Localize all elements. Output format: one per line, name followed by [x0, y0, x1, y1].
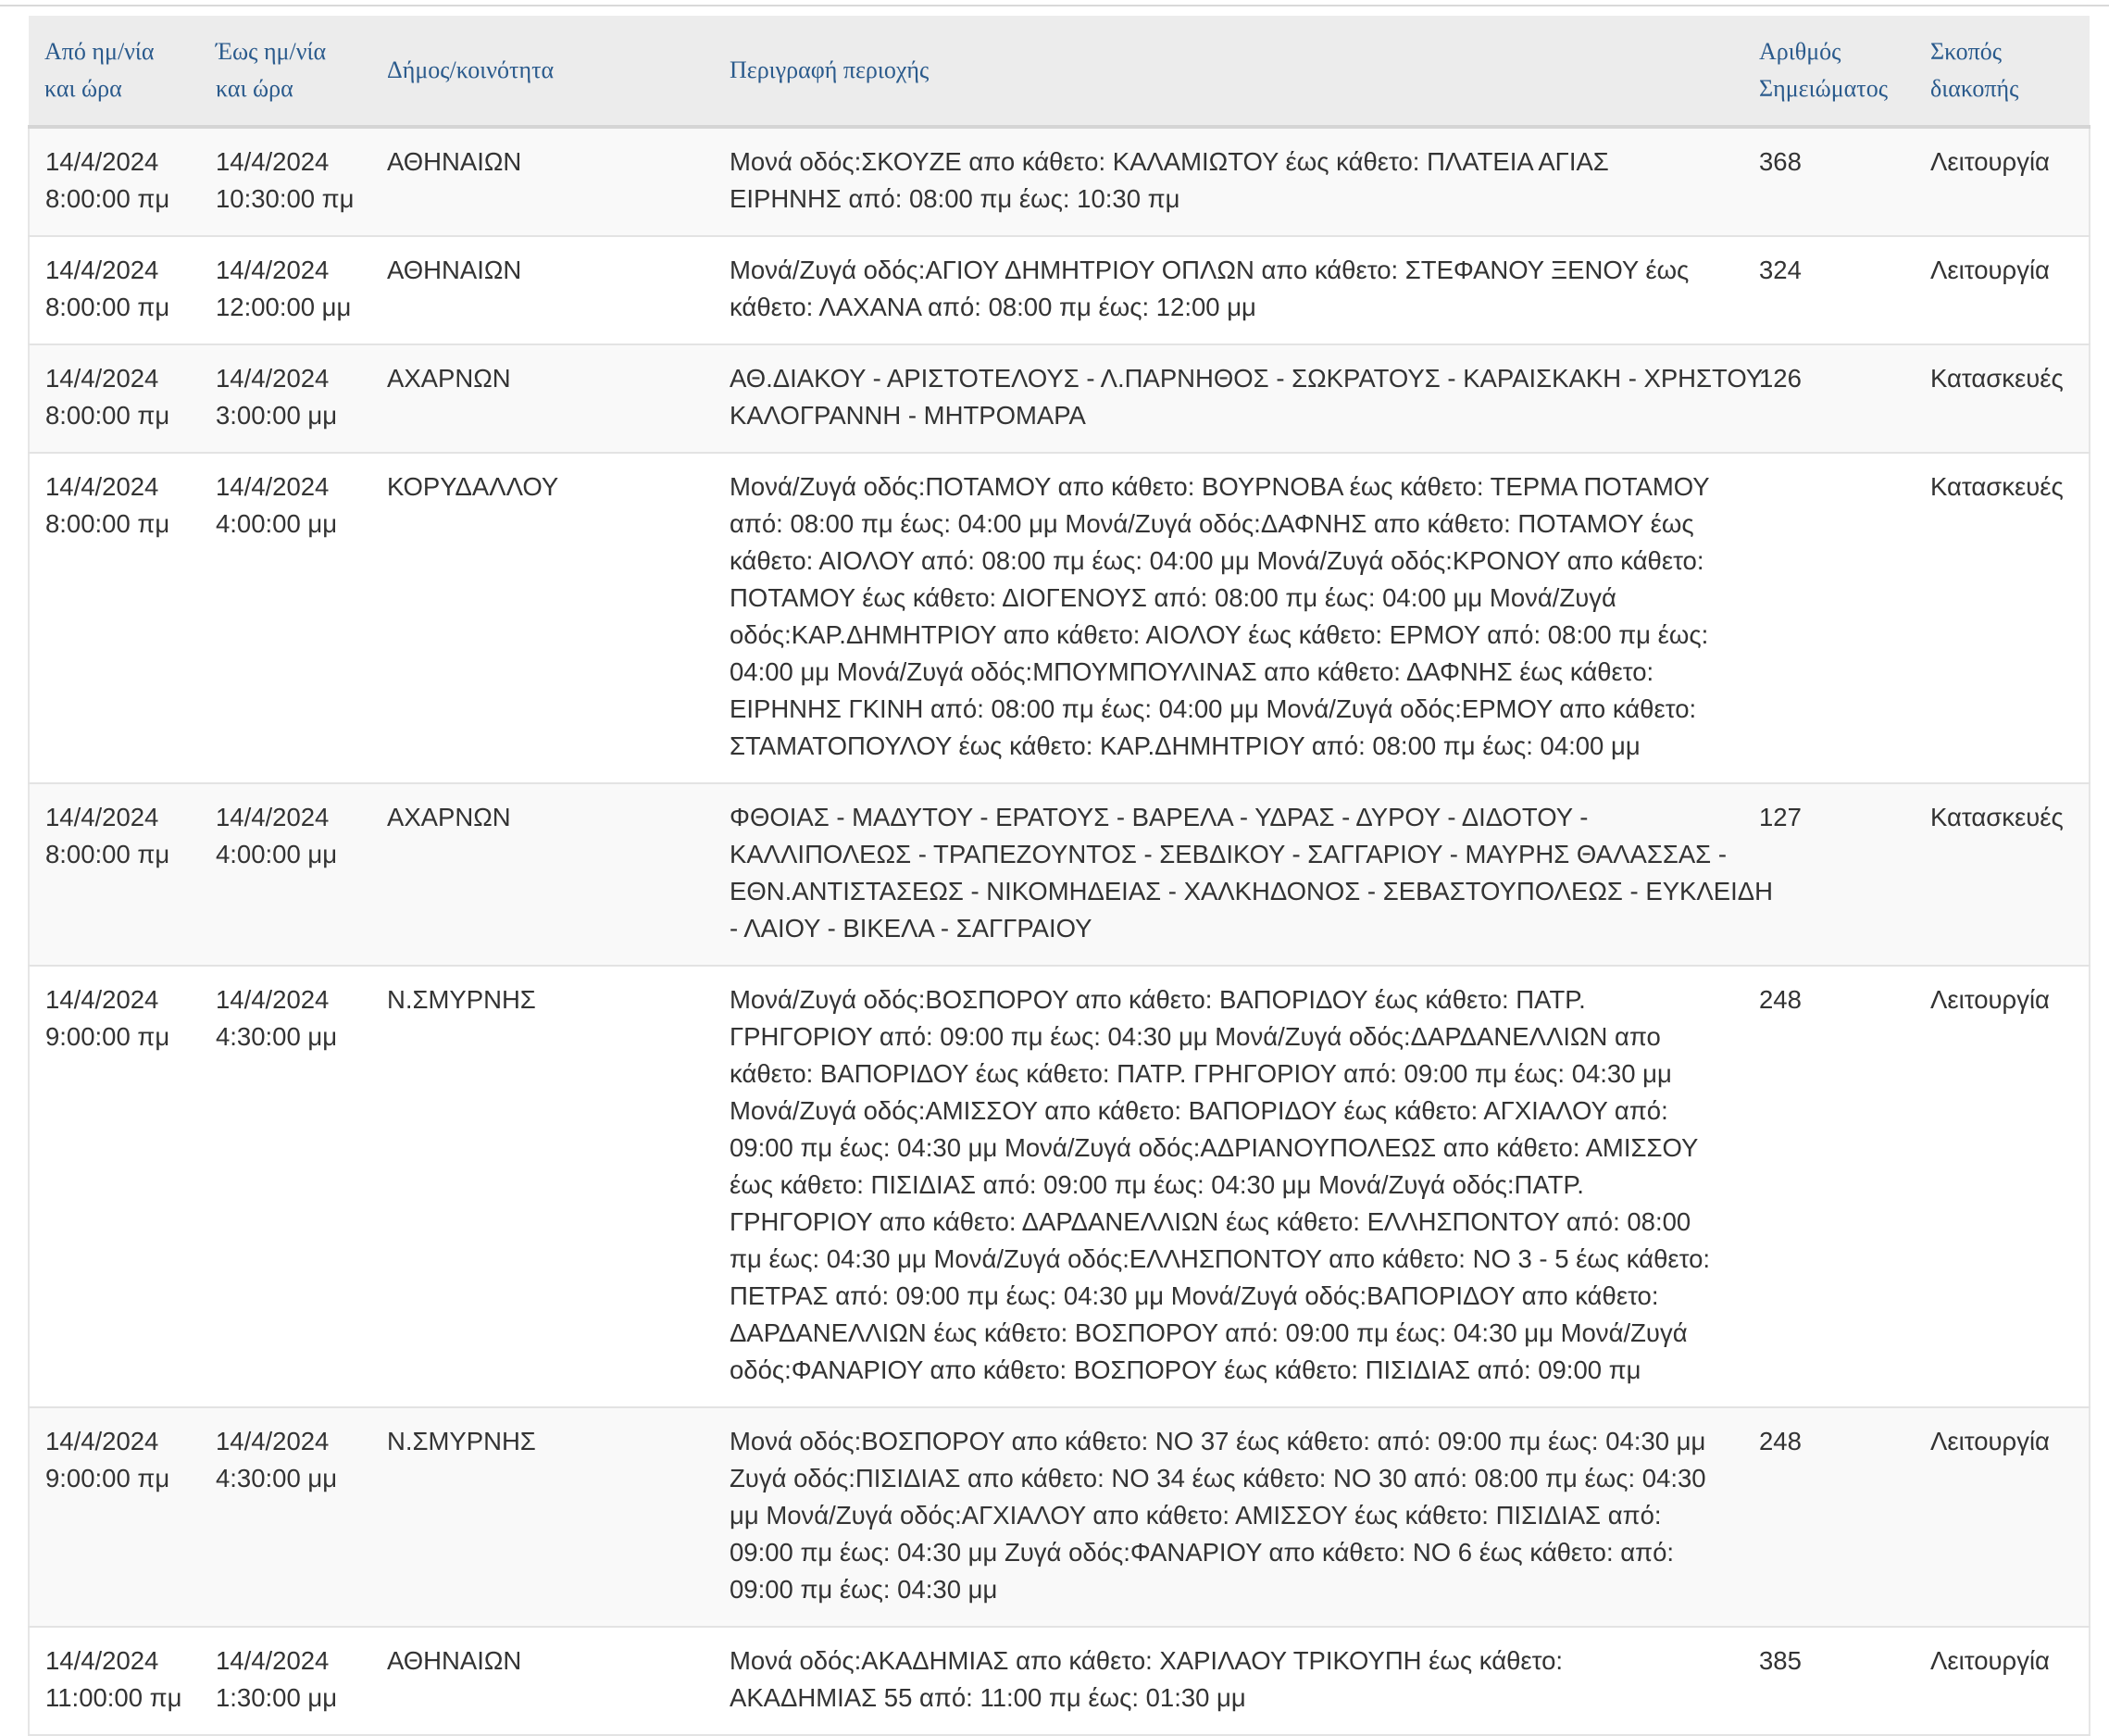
cell-to-datetime: 14/4/2024 3:00:00 μμ — [200, 344, 371, 453]
cell-note-number: 248 — [1743, 966, 1915, 1407]
cell-municipality: ΑΧΑΡΝΩΝ — [371, 344, 714, 453]
outages-table — [28, 16, 2090, 1736]
cell-from-datetime: 14/4/2024 8:00:00 πμ — [29, 453, 200, 783]
cell-purpose: Κατασκευές — [1915, 783, 2090, 966]
outages-table-container — [28, 16, 2089, 1736]
cell-from-datetime: 14/4/2024 8:00:00 πμ — [29, 236, 200, 344]
table-row — [29, 127, 2090, 236]
cell-note-number: 385 — [1743, 1627, 1915, 1735]
cell-to-datetime: 14/4/2024 12:00:00 μμ — [200, 236, 371, 344]
cell-to-datetime: 14/4/2024 4:00:00 μμ — [200, 453, 371, 783]
cell-from-datetime: 14/4/2024 8:00:00 πμ — [29, 127, 200, 236]
header-area-description: Περιγραφή περιοχής — [714, 16, 1743, 127]
cell-municipality: Ν.ΣΜΥΡΝΗΣ — [371, 1407, 714, 1627]
cell-area-description: Μονά/Ζυγά οδός:ΑΓΙΟΥ ΔΗΜΗΤΡΙΟΥ ΟΠΛΩΝ απο κάθετο: ΣΤΕΦΑΝΟΥ ΞΕΝΟΥ έως κάθετο: ΛΑΧΑΝΑ από: 08:00 πμ έως: 12:00 μμ — [714, 236, 1743, 344]
cell-to-datetime: 14/4/2024 1:30:00 μμ — [200, 1627, 371, 1735]
cell-municipality: Ν.ΣΜΥΡΝΗΣ — [371, 966, 714, 1407]
cell-from-datetime: 14/4/2024 8:00:00 πμ — [29, 783, 200, 966]
table-row — [29, 236, 2090, 344]
cell-note-number: 324 — [1743, 236, 1915, 344]
cell-area-description: Μονά/Ζυγά οδός:ΒΟΣΠΟΡΟΥ απο κάθετο: ΒΑΠΟΡΙΔΟΥ έως κάθετο: ΠΑΤΡ. ΓΡΗΓΟΡΙΟΥ από: 09:00 πμ έως: 04:30 μμ Μονά/Ζυγά οδός:ΔΑΡΔΑΝΕΛΛΙΩΝ απο κάθετο: ΒΑΠΟΡΙΔΟΥ έως κάθετο: ΠΑΤΡ. ΓΡΗΓΟΡΙΟΥ από: 09:00 πμ έως: 04:30 μμ Μονά/Ζυγά οδός:ΑΜΙΣΣΟΥ απο κάθετο: ΒΑΠΟΡΙΔΟΥ έως κάθετο: ΑΓΧΙΑΛΟΥ από: 09:00 πμ έως: 04:30 μμ Μονά/Ζυγά οδός:ΑΔΡΙΑΝΟΥΠΟΛΕΩΣ απο κάθετο: ΑΜΙΣΣΟΥ έως κάθετο: ΠΙΣΙΔΙΑΣ από: 09:00 πμ έως: 04:30 μμ Μονά/Ζυγά οδός:ΠΑΤΡ. ΓΡΗΓΟΡΙΟΥ απο κάθετο: ΔΑΡΔΑΝΕΛΛΙΩΝ έως κάθετο: ΕΛΛΗΣΠΟΝΤΟΥ από: 08:00 πμ έως: 04:30 μμ Μονά/Ζυγά οδός:ΕΛΛΗΣΠΟΝΤΟΥ απο κάθετο: ΝΟ 3 - 5 έως κάθετο: ΠΕΤΡΑΣ από: 09:00 πμ έως: 04:30 μμ Μονά/Ζυγά οδός:ΒΑΠΟΡΙΔΟΥ απο κάθετο: ΔΑΡΔΑΝΕΛΛΙΩΝ έως κάθετο: ΒΟΣΠΟΡΟΥ από: 09:00 πμ έως: 04:30 μμ Μονά/Ζυγά οδός:ΦΑΝΑΡΙΟΥ απο κάθετο: ΒΟΣΠΟΡΟΥ έως κάθετο: ΠΙΣΙΔΙΑΣ από: 09:00 πμ — [714, 966, 1743, 1407]
cell-municipality: ΑΘΗΝΑΙΩΝ — [371, 236, 714, 344]
cell-note-number — [1743, 453, 1915, 783]
header-note-number: Αριθμός Σημειώματος — [1743, 16, 1915, 127]
table-row — [29, 783, 2090, 966]
cell-municipality: ΑΘΗΝΑΙΩΝ — [371, 1627, 714, 1735]
cell-area-description: Μονά/Ζυγά οδός:ΠΟΤΑΜΟΥ απο κάθετο: ΒΟΥΡΝΟΒΑ έως κάθετο: ΤΕΡΜΑ ΠΟΤΑΜΟΥ από: 08:00 πμ έως: 04:00 μμ Μονά/Ζυγά οδός:ΔΑΦΝΗΣ απο κάθετο: ΠΟΤΑΜΟΥ έως κάθετο: ΑΙΟΛΟΥ από: 08:00 πμ έως: 04:00 μμ Μονά/Ζυγά οδός:ΚΡΟΝΟΥ απο κάθετο: ΠΟΤΑΜΟΥ έως κάθετο: ΔΙΟΓΕΝΟΥΣ από: 08:00 πμ έως: 04:00 μμ Μονά/Ζυγά οδός:ΚΑΡ.ΔΗΜΗΤΡΙΟΥ απο κάθετο: ΑΙΟΛΟΥ έως κάθετο: ΕΡΜΟΥ από: 08:00 πμ έως: 04:00 μμ Μονά/Ζυγά οδός:ΜΠΟΥΜΠΟΥΛΙΝΑΣ απο κάθετο: ΔΑΦΝΗΣ έως κάθετο: ΕΙΡΗΝΗΣ ΓΚΙΝΗ από: 08:00 πμ έως: 04:00 μμ Μονά/Ζυγά οδός:ΕΡΜΟΥ απο κάθετο: ΣΤΑΜΑΤΟΠΟΥΛΟΥ έως κάθετο: ΚΑΡ.ΔΗΜΗΤΡΙΟΥ από: 08:00 πμ έως: 04:00 μμ — [714, 453, 1743, 783]
header-to-datetime: Έως ημ/νία και ώρα — [200, 16, 371, 127]
cell-area-description: Μονά οδός:ΑΚΑΔΗΜΙΑΣ απο κάθετο: ΧΑΡΙΛΑΟΥ ΤΡΙΚΟΥΠΗ έως κάθετο: ΑΚΑΔΗΜΙΑΣ 55 από: 11:00 πμ έως: 01:30 μμ — [714, 1627, 1743, 1735]
cell-from-datetime: 14/4/2024 8:00:00 πμ — [29, 344, 200, 453]
table-row — [29, 344, 2090, 453]
table-header-row — [29, 16, 2090, 127]
cell-note-number: 248 — [1743, 1407, 1915, 1627]
table-body — [29, 127, 2090, 1735]
table-row — [29, 1407, 2090, 1627]
table-row — [29, 966, 2090, 1407]
cell-to-datetime: 14/4/2024 4:00:00 μμ — [200, 783, 371, 966]
cell-area-description: Μονά οδός:ΒΟΣΠΟΡΟΥ απο κάθετο: ΝΟ 37 έως κάθετο: από: 09:00 πμ έως: 04:30 μμ Ζυγά οδός:ΠΙΣΙΔΙΑΣ απο κάθετο: ΝΟ 34 έως κάθετο: ΝΟ 30 από: 08:00 πμ έως: 04:30 μμ Μονά/Ζυγά οδός:ΑΓΧΙΑΛΟΥ απο κάθετο: ΑΜΙΣΣΟΥ έως κάθετο: ΠΙΣΙΔΙΑΣ από: 09:00 πμ έως: 04:30 μμ Ζυγά οδός:ΦΑΝΑΡΙΟΥ απο κάθετο: ΝΟ 6 έως κάθετο: από: 09:00 πμ έως: 04:30 μμ — [714, 1407, 1743, 1627]
header-purpose: Σκοπός διακοπής — [1915, 16, 2090, 127]
top-divider — [0, 5, 2109, 6]
cell-note-number: 368 — [1743, 127, 1915, 236]
cell-purpose: Λειτουργία — [1915, 236, 2090, 344]
cell-to-datetime: 14/4/2024 10:30:00 πμ — [200, 127, 371, 236]
cell-area-description: ΦΘΟΙΑΣ - ΜΑΔΥΤΟΥ - ΕΡΑΤΟΥΣ - ΒΑΡΕΛΑ - ΥΔΡΑΣ - ΔΥΡΟΥ - ΔΙΔΟΤΟΥ - ΚΑΛΛΙΠΟΛΕΩΣ - ΤΡΑΠΕΖΟΥΝΤΟΣ - ΣΕΒΔΙΚΟΥ - ΣΑΓΓΑΡΙΟΥ - ΜΑΥΡΗΣ ΘΑΛΑΣΣΑΣ - ΕΘΝ.ΑΝΤΙΣΤΑΣΕΩΣ - ΝΙΚΟΜΗΔΕΙΑΣ - ΧΑΛΚΗΔΟΝΟΣ - ΣΕΒΑΣΤΟΥΠΟΛΕΩΣ - ΕΥΚΛΕΙΔΗ - ΛΑΙΟΥ - ΒΙΚΕΛΑ - ΣΑΓΓΡΑΙΟΥ — [714, 783, 1743, 966]
table-row — [29, 1627, 2090, 1735]
cell-municipality: ΑΘΗΝΑΙΩΝ — [371, 127, 714, 236]
cell-purpose: Κατασκευές — [1915, 344, 2090, 453]
cell-purpose: Λειτουργία — [1915, 127, 2090, 236]
cell-area-description: Μονά οδός:ΣΚΟΥΖΕ απο κάθετο: ΚΑΛΑΜΙΩΤΟΥ έως κάθετο: ΠΛΑΤΕΙΑ ΑΓΙΑΣ ΕΙΡΗΝΗΣ από: 08:00 πμ έως: 10:30 πμ — [714, 127, 1743, 236]
cell-note-number: 127 — [1743, 783, 1915, 966]
cell-from-datetime: 14/4/2024 9:00:00 πμ — [29, 966, 200, 1407]
cell-area-description: ΑΘ.ΔΙΑΚΟΥ - ΑΡΙΣΤΟΤΕΛΟΥΣ - Λ.ΠΑΡΝΗΘΟΣ - ΣΩΚΡΑΤΟΥΣ - ΚΑΡΑΙΣΚΑΚΗ - ΧΡΗΣΤΟΥ ΚΑΛΟΓΡΑΝΝΗ - ΜΗΤΡΟΜΑΡΑ — [714, 344, 1743, 453]
cell-purpose: Λειτουργία — [1915, 1407, 2090, 1627]
cell-municipality: ΚΟΡΥΔΑΛΛΟΥ — [371, 453, 714, 783]
table-row — [29, 453, 2090, 783]
header-municipality: Δήμος/κοινότητα — [371, 16, 714, 127]
cell-purpose: Κατασκευές — [1915, 453, 2090, 783]
cell-purpose: Λειτουργία — [1915, 966, 2090, 1407]
cell-from-datetime: 14/4/2024 11:00:00 πμ — [29, 1627, 200, 1735]
cell-from-datetime: 14/4/2024 9:00:00 πμ — [29, 1407, 200, 1627]
cell-municipality: ΑΧΑΡΝΩΝ — [371, 783, 714, 966]
cell-to-datetime: 14/4/2024 4:30:00 μμ — [200, 1407, 371, 1627]
header-from-datetime: Από ημ/νία και ώρα — [29, 16, 200, 127]
cell-note-number: 126 — [1743, 344, 1915, 453]
cell-to-datetime: 14/4/2024 4:30:00 μμ — [200, 966, 371, 1407]
cell-purpose: Λειτουργία — [1915, 1627, 2090, 1735]
